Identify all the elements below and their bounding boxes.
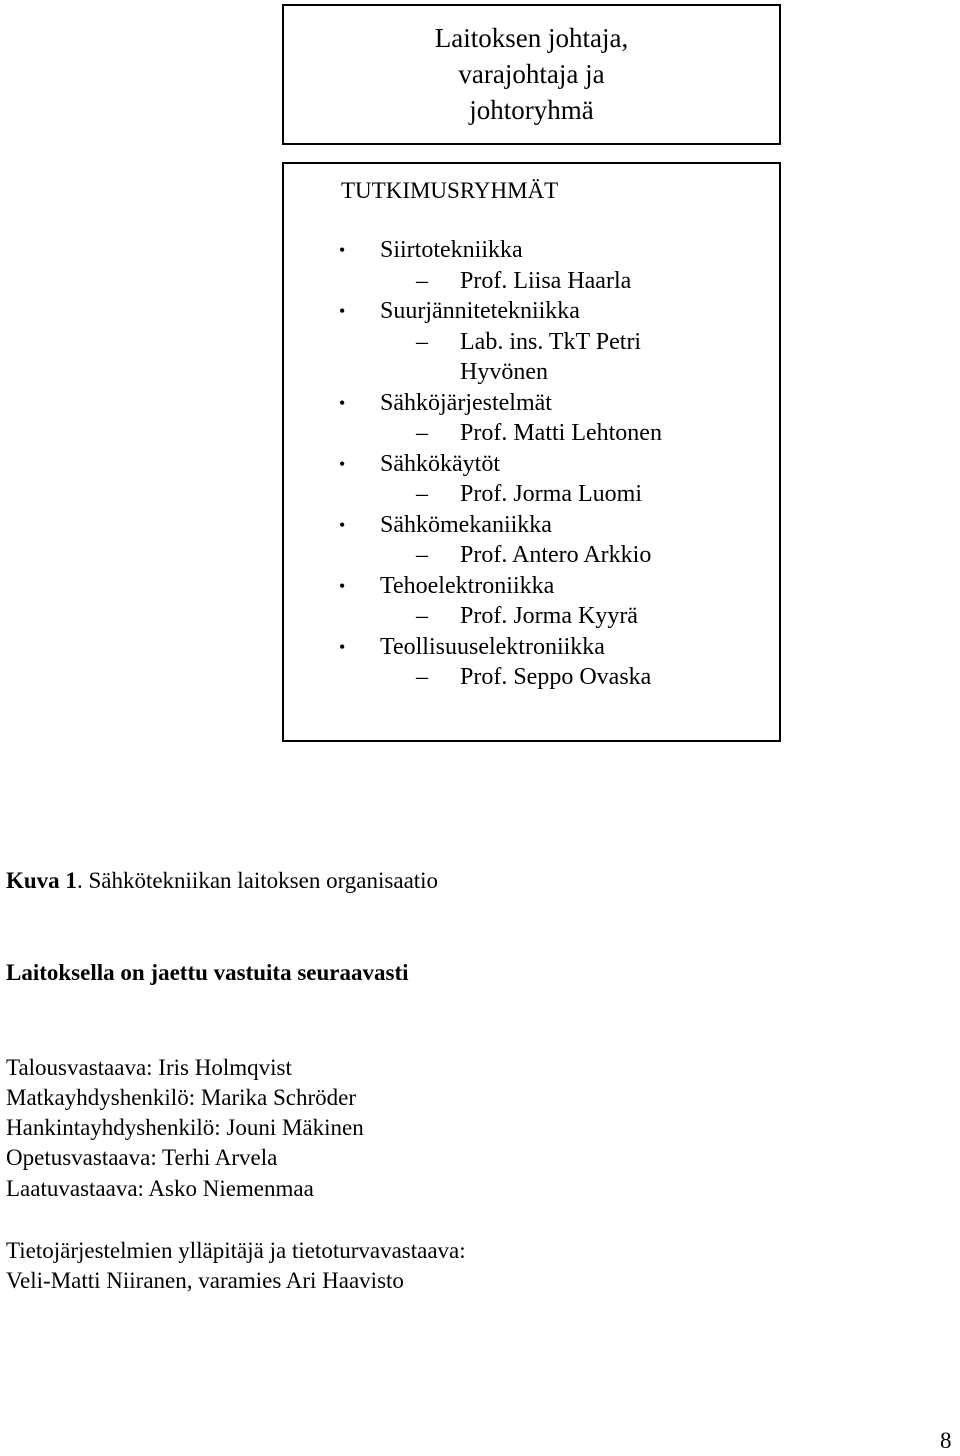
research-group-name: Tehoelektroniikka: [380, 572, 555, 599]
responsibility-line: Opetusvastaava: Terhi Arvela: [6, 1145, 278, 1170]
research-group-leader-name: Lab. ins. TkT Petri: [460, 328, 642, 355]
bullet-icon: •: [339, 392, 346, 413]
research-group-item: [284, 388, 779, 419]
research-group-item: [284, 632, 779, 663]
bullet-icon: •: [339, 301, 346, 321]
research-group-name: Siirtotekniikka: [380, 237, 523, 263]
research-group-item: [284, 510, 779, 541]
research-group-name: Sähkökäytöt: [380, 450, 500, 477]
research-group-name: Sähköjärjestelmät: [380, 389, 552, 416]
responsibilities-heading: Laitoksella on jaettu vastuita seuraavasti: [6, 960, 409, 985]
management-line: Laitoksen johtaja,: [434, 23, 629, 53]
research-group-leader-name: Prof. Matti Lehtonen: [460, 420, 662, 446]
responsibility-line: Talousvastaava: Iris Holmqvist: [6, 1055, 292, 1080]
research-groups-box: [282, 162, 781, 742]
research-group-leader: [284, 357, 779, 388]
dash-icon: –: [416, 542, 428, 568]
management-line: johtoryhmä: [469, 95, 594, 125]
research-group-leader-name: Prof. Jorma Kyyrä: [460, 603, 638, 629]
dash-icon: –: [416, 420, 428, 446]
research-group-name: Suurjännitetekniikka: [380, 298, 580, 324]
research-group-item: [284, 449, 779, 480]
research-group-leader: [284, 418, 779, 449]
bullet-icon: •: [339, 636, 346, 657]
dash-icon: –: [416, 481, 428, 507]
bullet-icon: •: [339, 240, 346, 260]
research-group-leader: [284, 327, 779, 358]
bullet-icon: •: [339, 575, 346, 596]
it-responsibility-line: Veli-Matti Niiranen, varamies Ari Haavisto: [6, 1268, 404, 1293]
research-group-leader: [284, 479, 779, 510]
caption-text: . Sähkötekniikan laitoksen organisaatio: [76, 868, 439, 893]
research-group-leader-name: Prof. Antero Arkkio: [460, 542, 652, 568]
figure-caption: [6, 866, 438, 896]
bullet-icon: •: [339, 453, 346, 474]
caption-label: Kuva 1: [6, 868, 77, 893]
it-responsibility-line: Tietojärjestelmien ylläpitäjä ja tietoturvavastaava:: [6, 1238, 466, 1263]
research-groups-heading: TUTKIMUSRYHMÄT: [341, 178, 559, 203]
dash-icon: –: [416, 267, 428, 294]
responsibility-line: Laatuvastaava: Asko Niemenmaa: [6, 1176, 314, 1201]
management-line: varajohtaja ja: [458, 59, 605, 89]
research-group-item: [284, 296, 779, 327]
bullet-icon: •: [339, 514, 346, 535]
research-group-leader-name: Hyvönen: [460, 359, 548, 385]
dash-icon: –: [416, 664, 428, 690]
research-group-item: [284, 235, 779, 266]
management-title: [284, 20, 779, 128]
responsibility-line: Hankintayhdyshenkilö: Jouni Mäkinen: [6, 1115, 364, 1140]
research-group-name: Sähkömekaniikka: [380, 511, 552, 538]
dash-icon: –: [416, 328, 428, 355]
research-group-leader-name: Prof. Seppo Ovaska: [460, 664, 652, 690]
research-groups-list: [284, 235, 779, 693]
research-group-leader: [284, 540, 779, 571]
research-group-leader-name: Prof. Liisa Haarla: [460, 267, 632, 294]
research-group-item: [284, 571, 779, 602]
page-number: 8: [940, 1428, 952, 1453]
research-group-leader: [284, 601, 779, 632]
research-group-name: Teollisuuselektroniikka: [380, 633, 605, 660]
research-group-leader: [284, 266, 779, 297]
management-box: [282, 4, 781, 145]
research-group-leader-name: Prof. Jorma Luomi: [460, 481, 642, 507]
responsibility-line: Matkayhdyshenkilö: Marika Schröder: [6, 1085, 357, 1110]
research-group-leader: [284, 662, 779, 693]
dash-icon: –: [416, 603, 428, 629]
